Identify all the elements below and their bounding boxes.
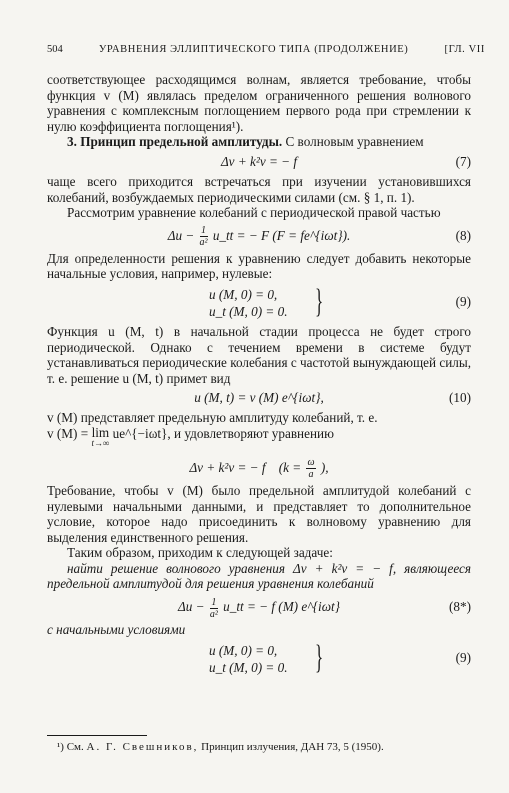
- footnote-rule: [47, 735, 147, 736]
- fraction-denominator: a²: [209, 608, 218, 620]
- system-9b-line-1: u (M, 0) = 0,: [209, 642, 278, 658]
- paragraph-3: чаще всего приходится встречаться при изучении установившихся колебаний, возбуждаемых периодическими силами (см. § 1, п. 1).: [47, 173, 471, 205]
- paragraph-11: с начальными условиями: [47, 622, 186, 638]
- equation-7-number: (7): [455, 153, 471, 169]
- fraction-denominator: a²: [199, 237, 208, 249]
- equation-11-cond-post: ),: [320, 459, 329, 475]
- system-9b: [47, 640, 471, 678]
- paragraph-7b-pre: v (M) =: [47, 425, 89, 441]
- equation-10: [47, 386, 471, 410]
- footnote-text: Принцип излучения, ДАН 73, 5 (1950).: [201, 741, 384, 753]
- equation-8: [47, 221, 471, 251]
- limit-expression: [91, 426, 109, 448]
- footnote-mark: ¹) См.: [57, 741, 84, 753]
- running-header: [47, 44, 485, 55]
- equation-11-formula: Δv + k²v = − f: [189, 459, 266, 475]
- fraction-denominator: a: [308, 469, 314, 481]
- system-9a-line-2: u_t (M, 0) = 0.: [209, 303, 288, 319]
- footnote: [47, 740, 471, 754]
- page-body: [47, 72, 471, 680]
- fraction-numerator: 1: [201, 225, 207, 237]
- lim-word: lim: [91, 424, 110, 440]
- paragraph-6: Функция u (M, t) в начальной стадии процесса не будет строго периодической. Однако с течением времени в системе будут устанавливаться периодические колебания с частотой вынуждающей силы, т. е. решение u (M, t) примет вид: [47, 323, 471, 386]
- system-9b-line-2: u_t (M, 0) = 0.: [209, 659, 288, 675]
- system-9b-number: (9): [455, 649, 471, 665]
- equation-8s-rhs: u_tt = − f (M) e^{iωt}: [223, 599, 340, 615]
- equation-8s-number: (8*): [449, 599, 471, 615]
- paragraph-4: Рассмотрим уравнение колебаний с периодической правой частью: [67, 205, 441, 221]
- page-number: 504: [47, 44, 63, 55]
- section-heading: 3. Принцип предельной амплитуды.: [67, 134, 283, 150]
- system-9a: [47, 284, 471, 322]
- system-9a-number: (9): [455, 293, 471, 309]
- paragraph-5: Для определенности решения к уравнению следует добавить некоторые начальные условия, например, нулевые:: [47, 250, 471, 282]
- right-brace-icon: }: [315, 282, 324, 320]
- paragraph-9: Таким образом, приходим к следующей задаче:: [67, 545, 333, 561]
- fraction-numerator: 1: [211, 596, 217, 608]
- running-title: УРАВНЕНИЯ ЭЛЛИПТИЧЕСКОГО ТИПА (ПРОДОЛЖЕНИЕ): [98, 44, 409, 55]
- system-9a-line-1: u (M, 0) = 0,: [209, 286, 278, 302]
- paragraph-7b: [47, 426, 471, 453]
- chapter-label: [ГЛ. VII: [444, 44, 485, 55]
- equation-11: [47, 453, 471, 483]
- equation-8-fraction: [200, 225, 208, 248]
- equation-11-cond-pre: (k =: [278, 459, 302, 475]
- equation-8-rhs: u_tt = − F (F = fe^{iωt}).: [212, 227, 351, 243]
- paragraph-7a: v (M) представляет предельную амплитуду колебаний, т. е.: [47, 410, 378, 426]
- paragraph-1: соответствующее расходящимся волнам, является требование, чтобы функция v (M) являлась пределом ограниченного решения волнового уравнения с комплексным поглощением первого рода при стремлении к нулю коэффициента поглощения¹).: [47, 72, 471, 134]
- paragraph-2: [47, 134, 471, 150]
- equation-7-formula: Δv + k²v = − f: [220, 153, 298, 169]
- equation-8-lhs: Δu −: [167, 227, 195, 243]
- right-brace-icon: }: [315, 638, 324, 676]
- paragraph-7b-post: ue^{−iωt}, и удовлетворяют уравнению: [112, 425, 334, 441]
- equation-8-number: (8): [455, 227, 471, 243]
- equation-11-fraction: [306, 457, 315, 480]
- equation-10-number: (10): [449, 390, 471, 406]
- equation-8-star: [47, 592, 471, 622]
- equation-8s-lhs: Δu −: [178, 599, 205, 615]
- equation-8s-fraction: [210, 597, 218, 620]
- footnote-author: А. Г. Свешников,: [86, 741, 199, 753]
- equation-7: [47, 150, 471, 174]
- paragraph-2-text: С волновым уравнением: [285, 134, 424, 150]
- fraction-numerator: ω: [307, 457, 315, 469]
- paragraph-10: найти решение волнового уравнения Δv + k²v = − f, являющееся предельной амплитудой для решения уравнения колебаний: [47, 560, 471, 592]
- equation-10-formula: u (M, t) = v (M) e^{iωt},: [194, 390, 324, 406]
- paragraph-8: Требование, чтобы v (M) было предельной амплитудой колебаний с нулевыми начальными данными, и представляет то дополнительное условие, которое надо присоединить к волновому уравнению для выделения единственного решения.: [47, 482, 471, 545]
- lim-subscript: t→∞: [91, 437, 110, 448]
